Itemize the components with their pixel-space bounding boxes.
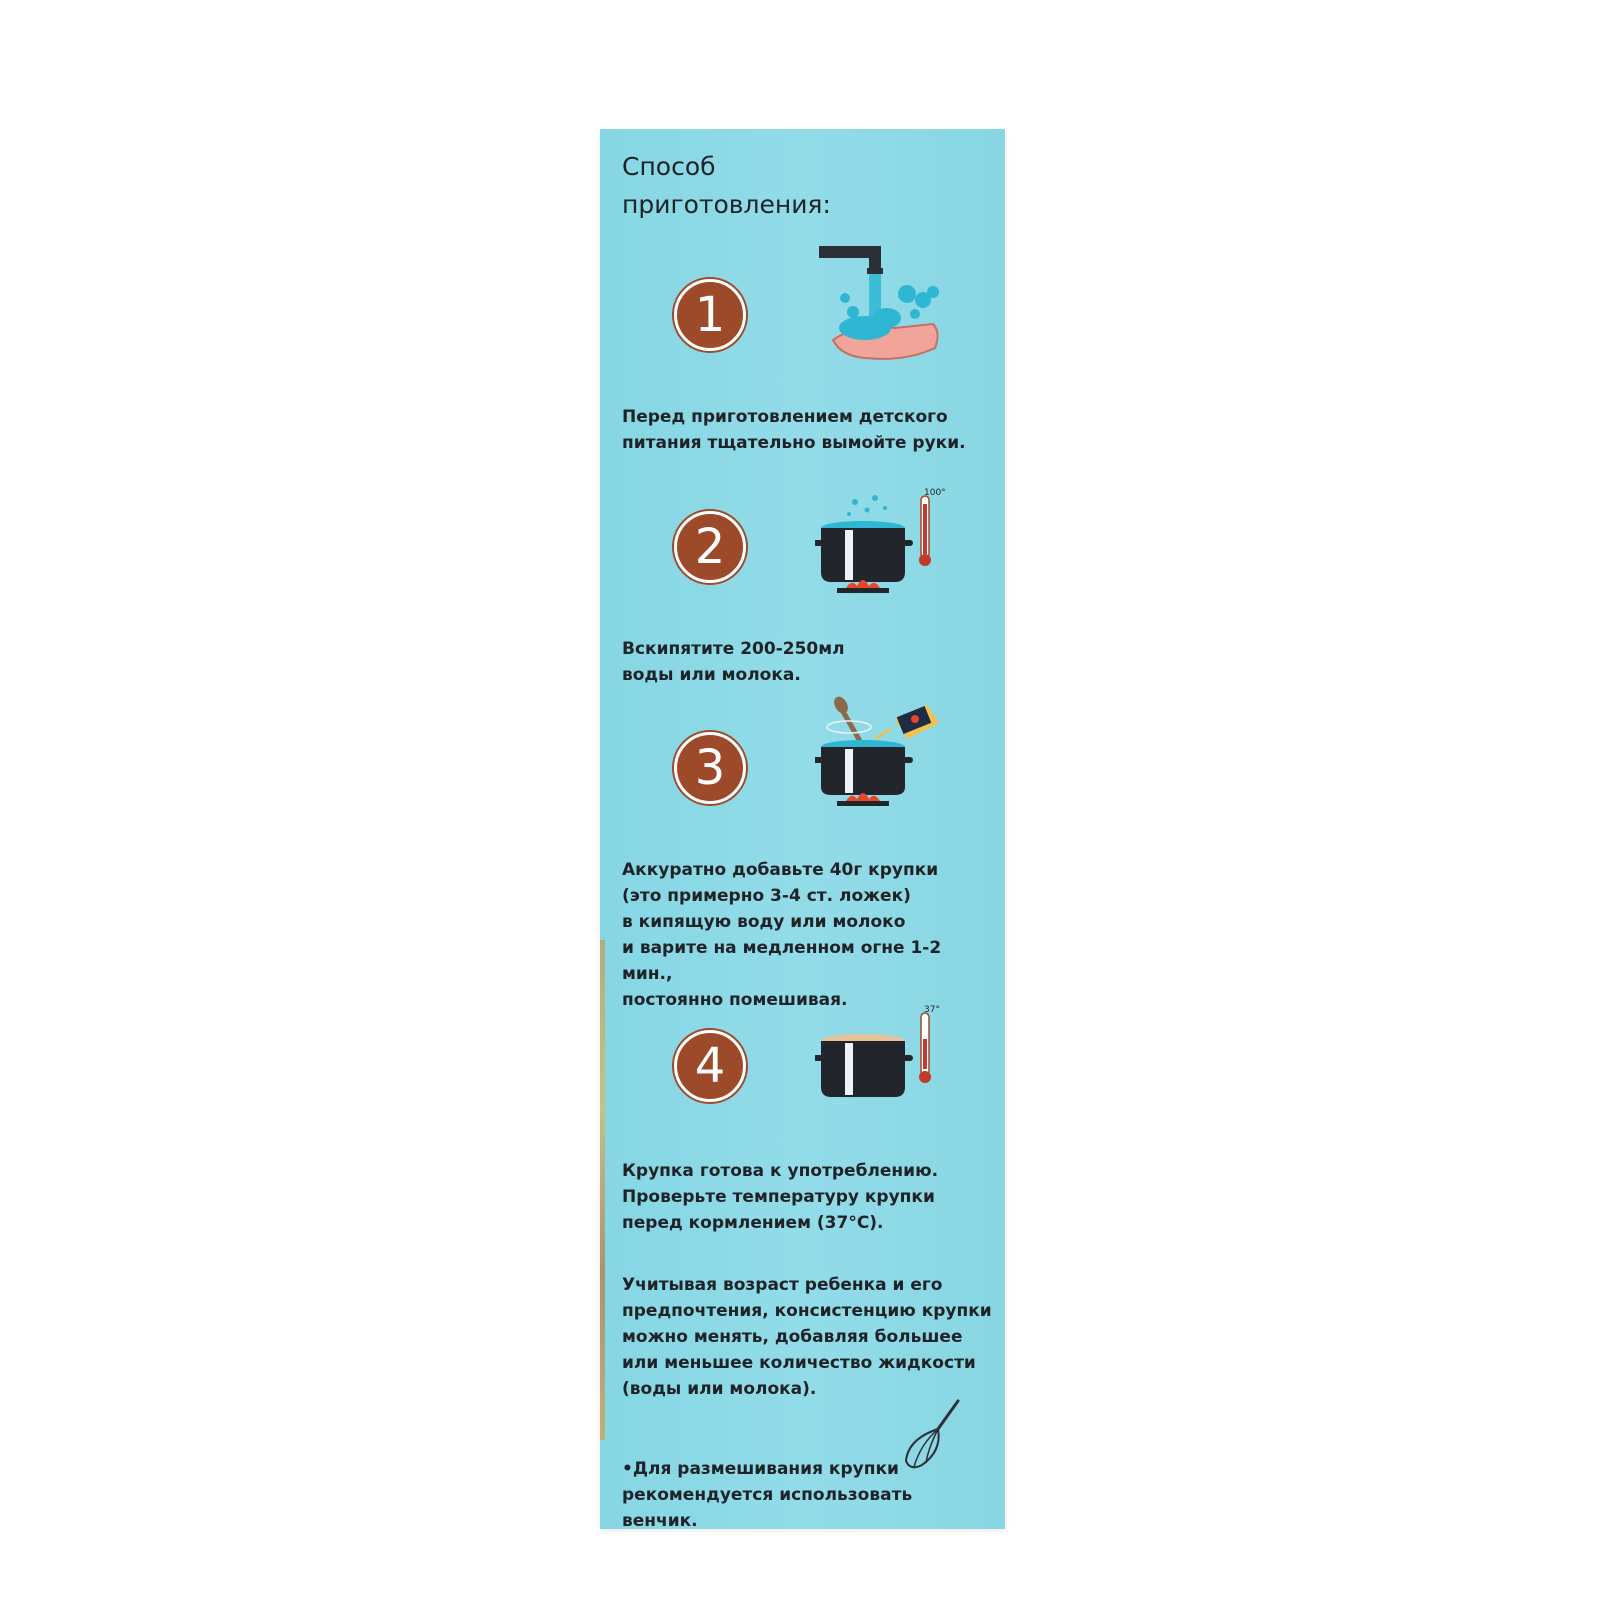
ready-pot-icon [815,1005,945,1105]
consistency-note: Учитывая возраст ребенка и его предпочтения, консистенцию крупки можно менять, добавляя большее или меньшее количество жидкости (воды или молока). [622,1275,992,1399]
step-3-number: 3 [674,732,746,804]
thermometer-37-label: 37° [924,1005,940,1015]
step-1-text: Перед приготовлением детского питания тщательно вымойте руки. [622,407,966,453]
hand-washing-icon [815,240,955,370]
step-3-text: Аккуратно добавьте 40г крупки (это примерно 3-4 ст. ложек) в кипящую воду или молоко и варите на медленном огне 1-2 мин., постоянно помешивая. [622,860,942,1010]
instructions-heading: Способ приготовления: [622,152,831,219]
whisk-note: •Для размешивания крупки рекомендуется использовать венчик. [622,1459,913,1531]
step-2-text: Вскипятите 200-250мл воды или молока. [622,639,845,685]
stirring-pot-icon [815,695,955,810]
step-2-number: 2 [674,511,746,583]
boiling-pot-icon [815,490,945,600]
package-edge-strip [600,940,605,1440]
step-1-number: 1 [674,279,746,351]
step-4-text: Крупка готова к употреблению. Проверьте температуру крупки перед кормлением (37°С). [622,1161,939,1233]
thermometer-100-label: 100° [924,488,946,498]
step-4-number: 4 [674,1030,746,1102]
